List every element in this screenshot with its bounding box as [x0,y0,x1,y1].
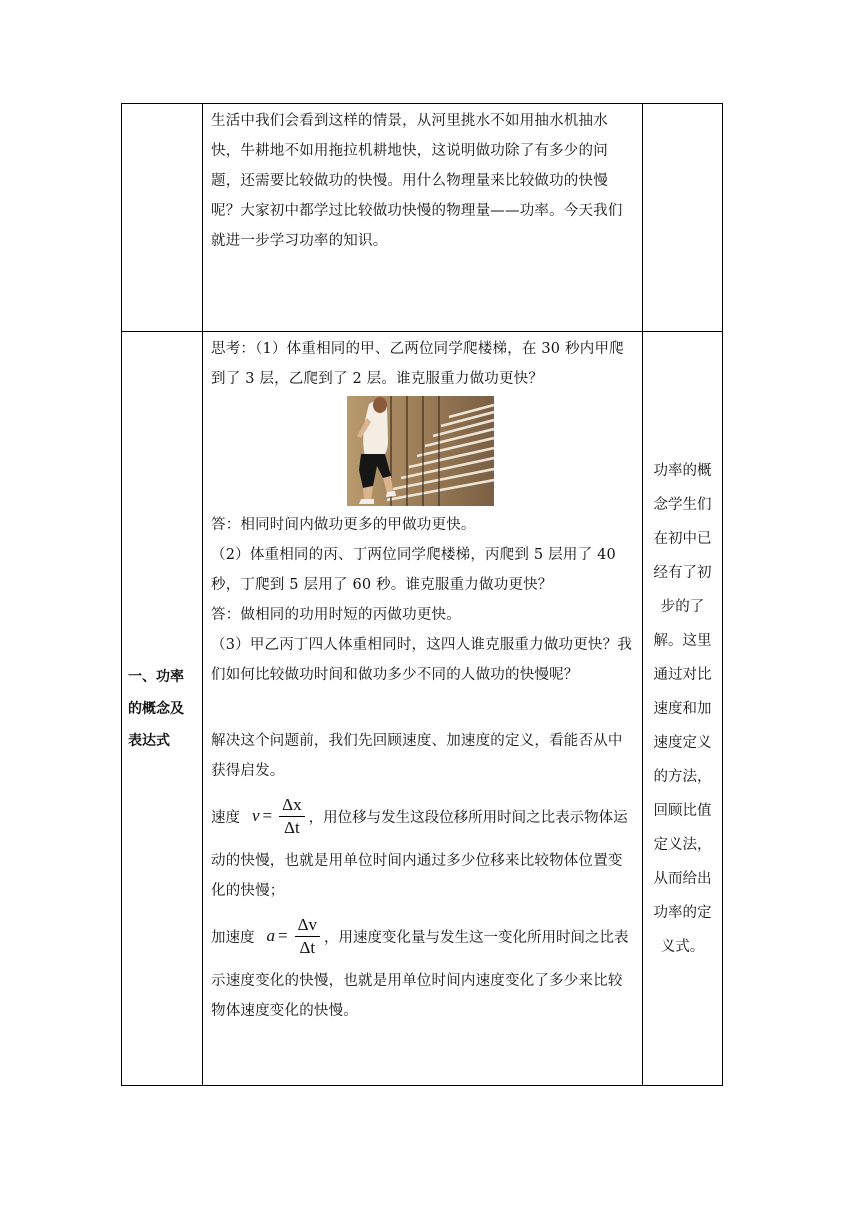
acceleration-numerator: Δv [295,915,320,937]
acceleration-formula-line [211,906,636,966]
section-title: 一、功率的概念及表达式 [128,668,184,749]
acceleration-inline-text: ，用速度变化量与发生这一变化所用时间之比表 [324,929,629,946]
velocity-inline-text: ，用位移与发生这段位移所用时间之比表示物体运 [308,809,628,826]
section-title-cell [122,332,203,1086]
velocity-formula-line [211,786,636,846]
acceleration-symbol: a [266,926,275,945]
question-1: 思考：（1）体重相同的甲、乙两位同学爬楼梯，在 30 秒内甲爬到了 3 层，乙爬到了 2 层。谁克服重力做功更快？ [211,341,624,387]
intro-content-cell [203,104,643,332]
velocity-symbol: v [252,806,260,825]
acceleration-explanation: 示速度变化的快慢，也就是用单位时间内速度变化了多少来比较物体速度变化的快慢。 [211,973,623,1019]
spacer [211,690,636,726]
velocity-explanation: 动的快慢，也就是用单位时间内通过多少位移来比较物体位置变化的快慢； [211,853,623,899]
velocity-fraction [279,795,304,838]
velocity-label: 速度 [211,809,240,826]
velocity-numerator: Δx [279,795,304,817]
intro-row [122,104,723,332]
hint-paragraph: 解决这个问题前，我们先回顾速度、加速度的定义，看能否从中获得启发。 [211,733,623,779]
teaching-note-cell [643,332,723,1086]
acceleration-denominator: Δt [299,937,316,957]
section-row [122,332,723,1086]
answer-2: 答：做相同的功用时短的丙做功更快。 [211,607,461,623]
lesson-table [121,103,723,1086]
teaching-note: 功率的概念学生们在初中已经有了初步的了解。这里通过对比速度和加速度定义的方法，回顾比值定义法，从而给出功率的定义式。 [653,462,712,955]
acceleration-fraction [295,915,320,958]
intro-label-cell [122,104,203,332]
equals-sign: = [278,926,288,945]
section-content-cell [203,332,643,1086]
intro-note-cell [643,104,723,332]
question-2: （2）体重相同的丙、丁两位同学爬楼梯，丙爬到 5 层用了 40 秒，丁爬到 5 层用了 60 秒。谁克服重力做功更快？ [211,547,616,593]
intro-paragraph: 生活中我们会看到这样的情景，从河里挑水不如用抽水机抽水快，牛耕地不如用拖拉机耕地快，这说明做功除了有多少的问题，还需要比较做功的快慢。用什么物理量来比较做功的快慢呢？大家初中都学过比较做功快慢的物理量——功率。今天我们就进一步学习功率的知识。 [211,113,623,249]
stair-climbing-photo [347,396,494,506]
equals-sign: = [262,806,273,825]
velocity-denominator: Δt [284,817,300,837]
acceleration-label: 加速度 [211,929,255,946]
question-3: （3）甲乙丙丁四人体重相同时，这四人谁克服重力做功更快？我们如何比较做功时间和做功多少不同的人做功的快慢呢？ [211,637,633,683]
answer-1: 答：相同时间内做功更多的甲做功更快。 [211,517,476,533]
